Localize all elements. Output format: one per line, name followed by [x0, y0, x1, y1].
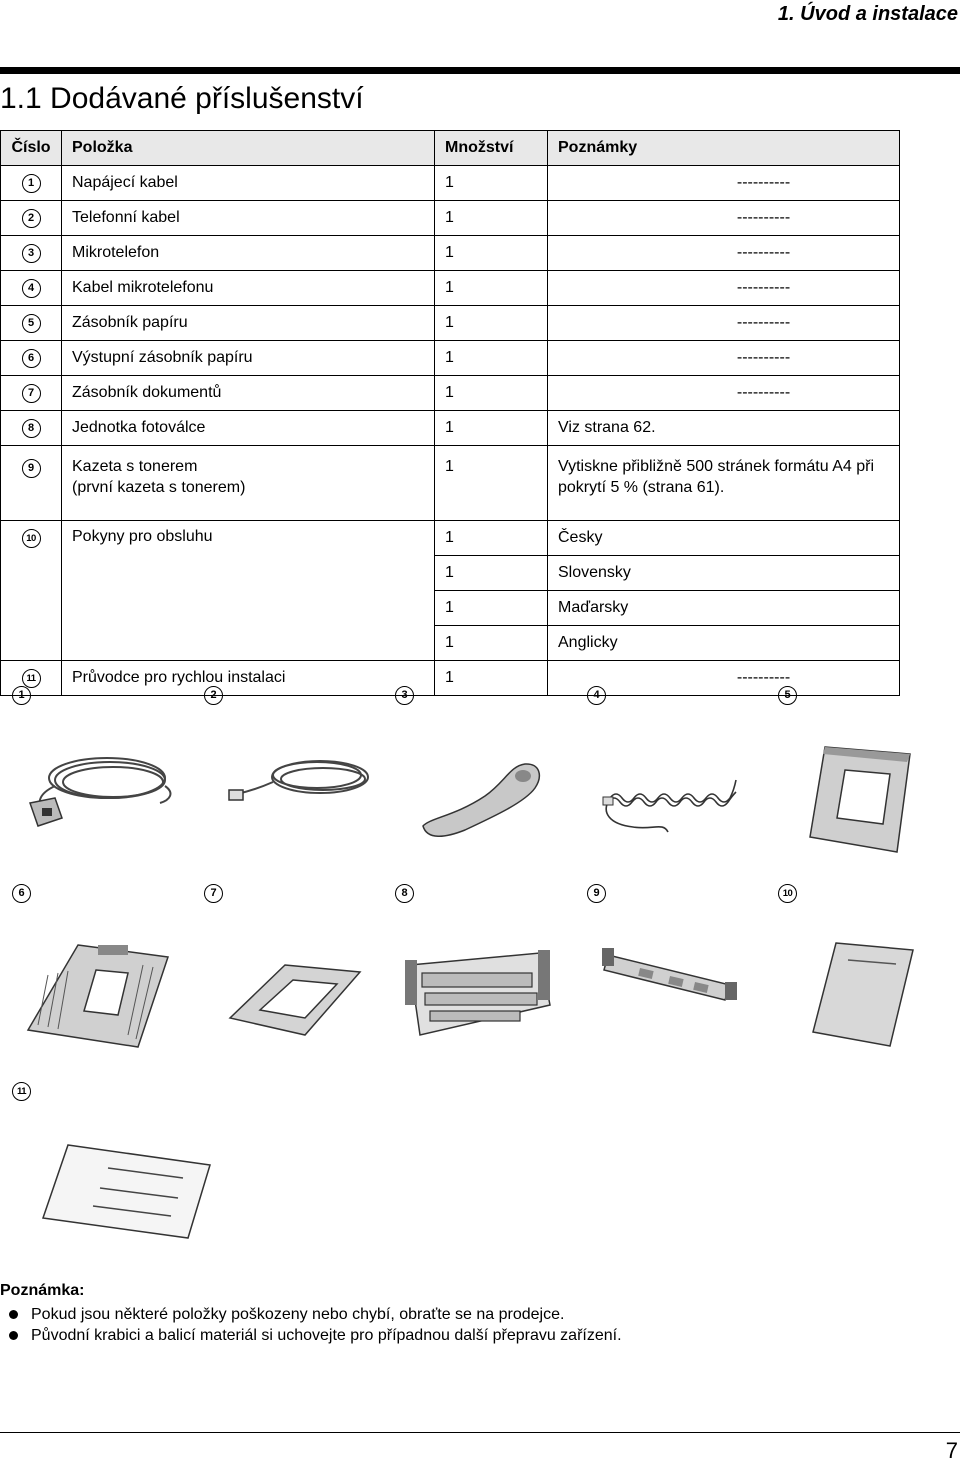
picture-label: 10 — [778, 884, 797, 903]
table-header-row — [1, 131, 900, 166]
picture-label: 3 — [395, 686, 414, 705]
item-qty: 1 — [435, 376, 548, 411]
item-number: 3 — [22, 244, 41, 263]
item-note: ---------- — [548, 376, 900, 411]
picture-label: 7 — [204, 884, 223, 903]
item-number: 4 — [22, 279, 41, 298]
table-row — [1, 306, 900, 341]
item-name: Mikrotelefon — [62, 236, 435, 271]
picture-label: 5 — [778, 686, 797, 705]
document-tray-image — [225, 960, 365, 1040]
item-note: Slovensky — [548, 556, 900, 591]
item-qty: 1 — [435, 341, 548, 376]
section-title: 1.1 Dodávané příslušenství — [0, 82, 364, 115]
table-row — [1, 166, 900, 201]
item-note: ---------- — [548, 341, 900, 376]
item-name: Telefonní kabel — [62, 201, 435, 236]
item-note: Česky — [548, 521, 900, 556]
chapter-title: 1. Úvod a instalace — [777, 3, 958, 25]
picture-label: 2 — [204, 686, 223, 705]
picture-label: 6 — [12, 884, 31, 903]
picture-label: 4 — [587, 686, 606, 705]
table-row — [1, 446, 900, 521]
item-note-sub: pokrytí 5 % (strana 61). — [558, 479, 725, 496]
item-qty: 1 — [435, 411, 548, 446]
col-header-num: Číslo — [1, 131, 62, 166]
handset-cord-image — [598, 752, 743, 837]
accessories-table — [0, 130, 900, 696]
item-note: Viz strana 62. — [548, 411, 900, 446]
item-qty: 1 — [435, 556, 548, 591]
toner-cartridge-image — [600, 940, 745, 1010]
item-name: Výstupní zásobník papíru — [62, 341, 435, 376]
item-number: 2 — [22, 209, 41, 228]
item-note: ---------- — [548, 201, 900, 236]
col-header-qty: Množství — [435, 131, 548, 166]
table-row — [1, 411, 900, 446]
note-text: Pokud jsou některé položky poškozeny nebo chybí, obraťte se na prodejce. — [31, 1306, 565, 1323]
item-name: Kabel mikrotelefonu — [62, 271, 435, 306]
note-list — [0, 1304, 622, 1346]
item-number: 5 — [22, 314, 41, 333]
item-qty: 1 — [435, 236, 548, 271]
item-note: Vytiskne přibližně 500 stránek formátu A4 při — [558, 458, 875, 475]
table-row — [1, 521, 900, 556]
item-number: 1 — [22, 174, 41, 193]
table-row — [1, 341, 900, 376]
picture-label: 8 — [395, 884, 414, 903]
table-row — [1, 271, 900, 306]
list-item — [0, 1325, 622, 1346]
item-note: Anglicky — [548, 626, 900, 661]
item-note: ---------- — [548, 166, 900, 201]
note-text: Původní krabici a balicí materiál si uchovejte pro případnou další přepravu zařízení. — [31, 1327, 622, 1344]
col-header-notes: Poznámky — [548, 131, 900, 166]
footer-rule — [0, 1432, 960, 1433]
table-row — [1, 376, 900, 411]
item-qty: 1 — [435, 521, 548, 556]
item-number: 6 — [22, 349, 41, 368]
section-rule — [0, 73, 960, 74]
item-note: ---------- — [548, 306, 900, 341]
item-name: Jednotka fotoválce — [62, 411, 435, 446]
table-row — [1, 661, 900, 696]
paper-output-tray-image — [18, 935, 178, 1055]
item-note: ---------- — [548, 271, 900, 306]
bullet-icon — [9, 1310, 18, 1319]
item-name-sub: (první kazeta s tonerem) — [72, 479, 246, 496]
bullet-icon — [9, 1331, 18, 1340]
item-qty: 1 — [435, 166, 548, 201]
item-number: 9 — [22, 459, 41, 478]
item-name: Průvodce pro rychlou instalaci — [62, 661, 435, 696]
item-qty: 1 — [435, 271, 548, 306]
telephone-cord-image — [225, 752, 375, 812]
item-qty: 1 — [435, 446, 548, 521]
power-cord-image — [10, 748, 185, 838]
picture-label: 1 — [12, 686, 31, 705]
col-header-item: Položka — [62, 131, 435, 166]
item-note: ---------- — [548, 236, 900, 271]
item-qty: 1 — [435, 591, 548, 626]
item-name: Zásobník dokumentů — [62, 376, 435, 411]
list-item — [0, 1304, 622, 1325]
item-qty: 1 — [435, 306, 548, 341]
picture-label: 9 — [587, 884, 606, 903]
paper-tray-image — [805, 742, 915, 857]
page-number: 7 — [945, 1438, 958, 1463]
item-name: Zásobník papíru — [62, 306, 435, 341]
picture-label: 11 — [12, 1082, 31, 1101]
item-number: 11 — [22, 669, 41, 688]
item-qty: 1 — [435, 626, 548, 661]
item-number: 10 — [22, 529, 41, 548]
item-number: 8 — [22, 419, 41, 438]
operating-instructions-image — [808, 938, 918, 1048]
item-name: Napájecí kabel — [62, 166, 435, 201]
drum-unit-image — [400, 935, 555, 1045]
item-qty: 1 — [435, 661, 548, 696]
table-row — [1, 236, 900, 271]
table-row — [1, 201, 900, 236]
item-name: Pokyny pro obsluhu — [62, 521, 435, 661]
item-qty: 1 — [435, 201, 548, 236]
item-note: Maďarsky — [548, 591, 900, 626]
note-title: Poznámka: — [0, 1282, 85, 1299]
item-note: ---------- — [548, 661, 900, 696]
handset-image — [415, 758, 545, 843]
item-number: 7 — [22, 384, 41, 403]
item-name: Kazeta s tonerem — [72, 458, 198, 475]
quick-installation-guide-image — [38, 1140, 213, 1240]
